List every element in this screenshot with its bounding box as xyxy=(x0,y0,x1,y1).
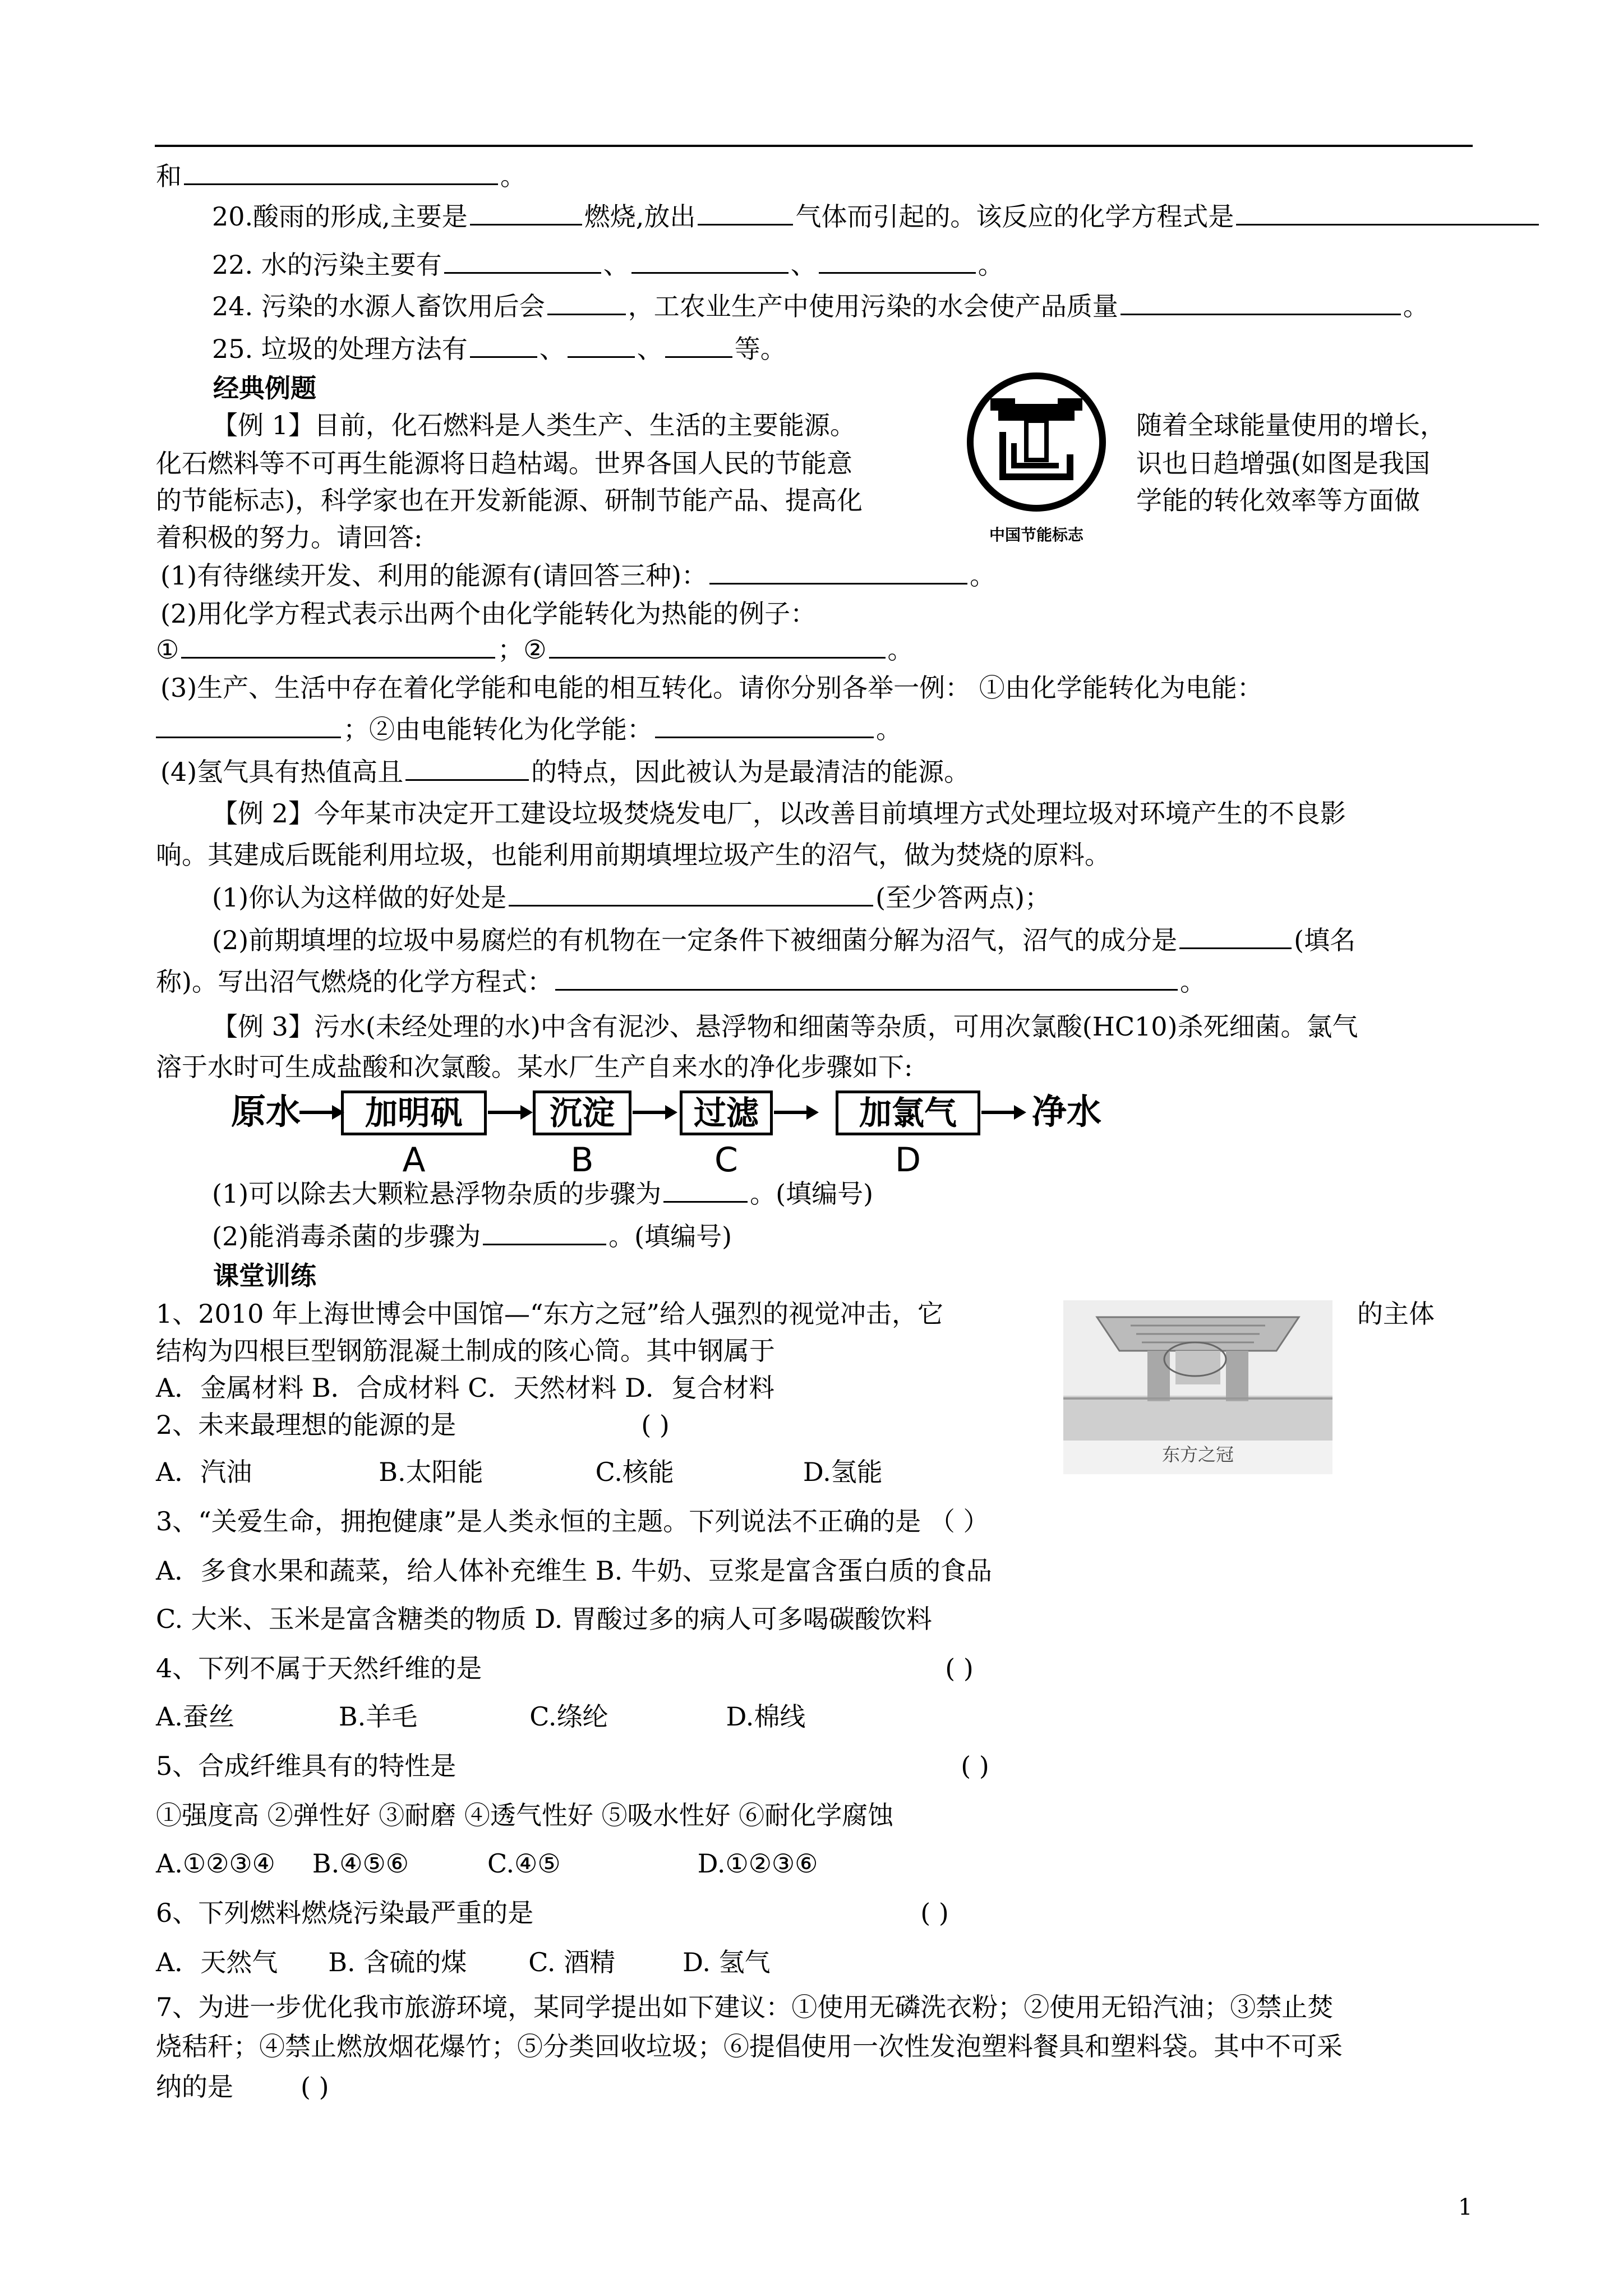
text: B.羊毛 xyxy=(338,1701,418,1732)
example-1-q4 xyxy=(160,755,970,789)
photo-caption: 东方之冠 xyxy=(1161,1444,1234,1465)
text: 的特点，因此被认为是最清洁的能源。 xyxy=(531,757,970,787)
answer-blank[interactable] xyxy=(181,634,495,659)
answer-blank[interactable] xyxy=(470,201,582,226)
practice-q1-line-1a xyxy=(156,1297,943,1331)
answer-blank[interactable] xyxy=(509,882,873,907)
text: (4)氢气具有热值高且 xyxy=(160,757,404,787)
example-2-q2 xyxy=(212,923,1355,957)
practice-q5 xyxy=(156,1749,989,1783)
flow-start-label: 原水 xyxy=(231,1091,301,1132)
text: 5、合成纤维具有的特性是 xyxy=(156,1751,457,1781)
example-2-line-1 xyxy=(212,797,1346,830)
text: 溶于水时可生成盐酸和次氯酸。某水厂生产自来水的净化步骤如下: xyxy=(156,1052,913,1082)
text: 响。其建成后既能利用垃圾，也能利用前期填埋垃圾产生的沼气，做为焚烧的原料。 xyxy=(156,840,1110,870)
text: (3)生产、生活中存在着化学能和电能的相互转化。请你分别各举一例： ①由化学能转化为电能： xyxy=(160,673,1263,703)
practice-q3 xyxy=(156,1504,989,1538)
example-3-q2 xyxy=(212,1220,732,1253)
text: ；②由电能转化为化学能： xyxy=(343,714,653,744)
text: 结构为四根巨型钢筋混凝土制成的陔心筒。其中钢属于 xyxy=(156,1336,775,1366)
arrow-right-icon xyxy=(981,1103,1026,1122)
text: A.蚕丝 xyxy=(156,1701,234,1732)
text: 7、为进一步优化我市旅游环境，某同学提出如下建议：①使用无磷洗衣粉；②使用无铅汽油；③禁止焚 xyxy=(156,1992,1334,2022)
practice-q1-line-2 xyxy=(156,1334,775,1368)
text: 。 xyxy=(978,250,1004,280)
flow-step-box: 沉淀 xyxy=(533,1091,631,1135)
practice-q1-options xyxy=(156,1371,774,1405)
answer-blank[interactable] xyxy=(819,250,976,274)
text: A．天然气 xyxy=(156,1947,278,1977)
flow-step-letter: C xyxy=(714,1140,738,1180)
practice-q2-options xyxy=(156,1455,883,1489)
text: 6、下列燃料燃烧污染最严重的是 xyxy=(156,1898,534,1928)
text: 。 xyxy=(1403,291,1429,321)
text: 、 xyxy=(790,250,817,280)
example-1-q2-answers xyxy=(156,633,914,666)
section-heading-practice xyxy=(213,1259,316,1292)
water-purification-flow xyxy=(231,1089,1184,1179)
answer-blank[interactable] xyxy=(549,634,886,659)
header-rule xyxy=(155,145,1473,147)
text: (至少答两点)； xyxy=(875,882,1051,913)
example-3-line-1 xyxy=(212,1010,1358,1043)
text: 。(填编号) xyxy=(750,1179,874,1209)
section-heading-examples xyxy=(213,371,316,405)
arrow-right-icon xyxy=(774,1103,819,1122)
text: D. 氢气 xyxy=(683,1947,771,1977)
text: 3、“关爱生命，拥抱健康”是人类永恒的主题。下列说法不正确的是 （ ） xyxy=(156,1506,989,1536)
answer-paren[interactable]: ( ) xyxy=(641,1410,670,1440)
text: C. 大米、玉米是富含糖类的物质 D. 胃酸过多的病人可多喝碳酸饮料 xyxy=(156,1604,932,1634)
answer-blank[interactable] xyxy=(405,757,529,781)
answer-blank[interactable] xyxy=(547,291,626,315)
example-1-line-2b xyxy=(1136,447,1430,480)
text: 。(填编号) xyxy=(608,1221,732,1251)
text: 、 xyxy=(539,334,565,364)
text: 、 xyxy=(603,250,629,280)
practice-q2 xyxy=(156,1408,670,1442)
example-1-line-2a xyxy=(156,447,852,480)
text: (2)能消毒杀菌的步骤为 xyxy=(212,1221,481,1251)
practice-q6-options xyxy=(156,1945,771,1979)
text: 。 xyxy=(876,714,902,744)
example-2-line-2 xyxy=(156,838,1110,872)
text: ② xyxy=(523,634,547,665)
example-1-q3 xyxy=(160,671,1263,705)
text: A．金属材料 B．合成材料 C．天然材料 D．复合材料 xyxy=(156,1373,774,1403)
section-title: 课堂训练 xyxy=(213,1260,316,1291)
answer-blank[interactable] xyxy=(156,714,341,738)
line-continuation xyxy=(156,159,526,193)
page-number: 1 xyxy=(1458,2194,1473,2220)
text: 学能的转化效率等方面做 xyxy=(1136,485,1420,516)
text: C.核能 xyxy=(595,1457,674,1487)
text: 化石燃料等不可再生能源将日趋枯竭。世界各国人民的节能意 xyxy=(156,448,852,478)
flow-step-letter: A xyxy=(402,1140,426,1180)
text: ； xyxy=(497,634,524,665)
text: 烧秸秆；④禁止燃放烟花爆竹；⑤分类回收垃圾；⑥提倡使用一次性发泡塑料餐具和塑料袋。其中不可采 xyxy=(156,2031,1343,2062)
text: 。 xyxy=(1179,967,1206,997)
flow-end-label: 净水 xyxy=(1032,1091,1102,1132)
text: A.①②③④ xyxy=(156,1848,275,1879)
text: (2)用化学方程式表示出两个由化学能转化为热能的例子： xyxy=(160,599,817,629)
answer-paren[interactable]: ( ) xyxy=(961,1751,989,1781)
example-2-q2-cont xyxy=(156,965,1206,999)
practice-q7-line-3 xyxy=(156,2070,329,2104)
practice-q5-items xyxy=(156,1798,893,1832)
example-1-q2 xyxy=(160,597,816,631)
text: 24. 污染的水源人畜饮用后会 xyxy=(212,291,545,321)
example-1-line-3a xyxy=(156,484,863,517)
text: 25. 垃圾的处理方法有 xyxy=(212,334,468,364)
text: 【例 1】目前，化石燃料是人类生产、生活的主要能源。 xyxy=(212,410,856,440)
answer-paren[interactable]: ( ) xyxy=(920,1898,949,1928)
text: 称)。写出沼气燃烧的化学方程式： xyxy=(156,967,553,997)
china-pavilion-image xyxy=(1063,1300,1332,1441)
question-24 xyxy=(212,289,1429,323)
text: 、 xyxy=(637,334,663,364)
question-20 xyxy=(212,200,1539,233)
example-3-line-2 xyxy=(156,1050,913,1084)
question-22 xyxy=(212,248,1004,282)
answer-blank[interactable] xyxy=(631,250,789,274)
example-2-q1 xyxy=(212,881,1050,914)
text: 。 xyxy=(887,634,914,665)
text: C.绦纶 xyxy=(529,1701,608,1732)
china-pavilion-photo xyxy=(1063,1300,1332,1474)
example-1-q3-answers xyxy=(156,712,902,746)
flow-step-box: 加明矾 xyxy=(341,1091,487,1135)
text: (1)有待继续开发、利用的能源有(请回答三种)： xyxy=(160,560,708,591)
text: 纳的是 xyxy=(156,2072,233,2102)
practice-q7-line-1 xyxy=(156,1990,1333,2024)
text: (填名 xyxy=(1294,925,1356,955)
answer-blank[interactable] xyxy=(663,1179,748,1203)
energy-saving-logo xyxy=(963,365,1109,544)
text: 。 xyxy=(970,560,996,591)
practice-q1-line-1b xyxy=(1357,1297,1435,1331)
example-1-q1 xyxy=(160,559,995,592)
text: C. 酒精 xyxy=(528,1947,616,1977)
text: 4、下列不属于天然纤维的是 xyxy=(156,1653,482,1683)
answer-paren[interactable]: ( ) xyxy=(301,2072,329,2102)
text: 22. 水的污染主要有 xyxy=(212,250,442,280)
example-1-line-1b xyxy=(1136,408,1446,442)
section-title: 经典例题 xyxy=(213,373,316,403)
text: 燃烧,放出 xyxy=(584,201,696,232)
text: 着积极的努力。请回答: xyxy=(156,522,423,553)
answer-blank[interactable] xyxy=(655,714,874,738)
answer-blank[interactable] xyxy=(1236,201,1539,226)
text: D.棉线 xyxy=(726,1701,806,1732)
question-25 xyxy=(212,332,786,366)
answer-blank[interactable] xyxy=(555,967,1178,991)
text: B.④⑤⑥ xyxy=(312,1848,409,1879)
practice-q7-line-2 xyxy=(156,2030,1343,2063)
energy-saving-logo-icon xyxy=(963,365,1109,522)
text: 气体而引起的。该反应的化学方程式是 xyxy=(795,201,1234,232)
text: 【例 3】污水(未经处理的水)中含有泥沙、悬浮物和细菌等杂质，可用次氯酸(HC10)杀死细菌。氯气 xyxy=(212,1011,1358,1042)
logo-caption: 中国节能标志 xyxy=(989,526,1083,544)
answer-blank[interactable] xyxy=(483,1221,606,1245)
text: ① xyxy=(156,634,179,665)
flow-step-letter: B xyxy=(570,1140,594,1180)
practice-q5-options xyxy=(156,1847,818,1880)
text: C.④⑤ xyxy=(487,1848,561,1879)
text: D.氢能 xyxy=(803,1457,883,1487)
text: ①强度高 ②弹性好 ③耐磨 ④透气性好 ⑤吸水性好 ⑥耐化学腐蚀 xyxy=(156,1800,894,1830)
text: 随着全球能量使用的增长， xyxy=(1136,410,1446,440)
answer-blank[interactable] xyxy=(470,334,537,358)
text: B.太阳能 xyxy=(379,1457,483,1487)
answer-blank[interactable] xyxy=(1121,291,1401,315)
answer-blank[interactable] xyxy=(709,560,967,585)
answer-blank[interactable] xyxy=(184,161,498,185)
answer-blank[interactable] xyxy=(698,201,793,226)
practice-q3-options-ab xyxy=(156,1554,992,1588)
flow-step-box: 过滤 xyxy=(680,1091,773,1135)
example-1-line-3b xyxy=(1136,484,1420,517)
text: 的节能标志)，科学家也在开发新能源、研制节能产品、提高化 xyxy=(156,485,863,516)
arrow-right-icon xyxy=(633,1103,677,1122)
practice-q6 xyxy=(156,1896,949,1930)
text: A．多食水果和蔬菜，给人体补充维生 B. 牛奶、豆浆是富含蛋白质的食品 xyxy=(156,1556,992,1586)
text: (2)前期填埋的垃圾中易腐烂的有机物在一定条件下被细菌分解为沼气，沼气的成分是 xyxy=(212,925,1178,955)
flow-step-box: 加氯气 xyxy=(836,1091,980,1135)
text: 1、2010 年上海世博会中国馆—“东方之冠”给人强烈的视觉冲击，它 xyxy=(156,1299,943,1329)
arrow-right-icon xyxy=(488,1103,533,1122)
arrow-right-icon xyxy=(299,1103,344,1122)
practice-q4-options xyxy=(156,1700,805,1733)
text: (1)可以除去大颗粒悬浮物杂质的步骤为 xyxy=(212,1179,662,1209)
text: 2、未来最理想的能源的是 xyxy=(156,1410,457,1440)
example-1-line-4 xyxy=(156,521,423,554)
practice-q3-options-cd xyxy=(156,1602,932,1636)
flow-step-letter: D xyxy=(895,1140,921,1180)
answer-paren[interactable]: ( ) xyxy=(945,1653,974,1683)
text: 20.酸雨的形成,主要是 xyxy=(212,201,468,232)
text: 。 xyxy=(500,161,526,191)
text: 和 xyxy=(156,161,182,191)
answer-blank[interactable] xyxy=(665,334,732,358)
text: 等。 xyxy=(734,334,786,364)
text: 【例 2】今年某市决定开工建设垃圾焚烧发电厂，以改善目前填埋方式处理垃圾对环境产生的不良影 xyxy=(212,798,1346,829)
answer-blank[interactable] xyxy=(444,250,601,274)
answer-blank[interactable] xyxy=(1179,925,1292,949)
answer-blank[interactable] xyxy=(568,334,635,358)
text: D.①②③⑥ xyxy=(697,1848,818,1879)
example-1-line-1a xyxy=(212,408,856,442)
text: (1)你认为这样做的好处是 xyxy=(212,882,507,913)
text: 识也日趋增强(如图是我国 xyxy=(1136,448,1430,478)
text: ，工农业生产中使用污染的水会使产品质量 xyxy=(628,291,1118,321)
practice-q4 xyxy=(156,1651,974,1685)
text: 的主体 xyxy=(1357,1299,1435,1329)
text: A．汽油 xyxy=(156,1457,252,1487)
text: B. 含硫的煤 xyxy=(328,1947,467,1977)
example-3-q1 xyxy=(212,1177,873,1211)
